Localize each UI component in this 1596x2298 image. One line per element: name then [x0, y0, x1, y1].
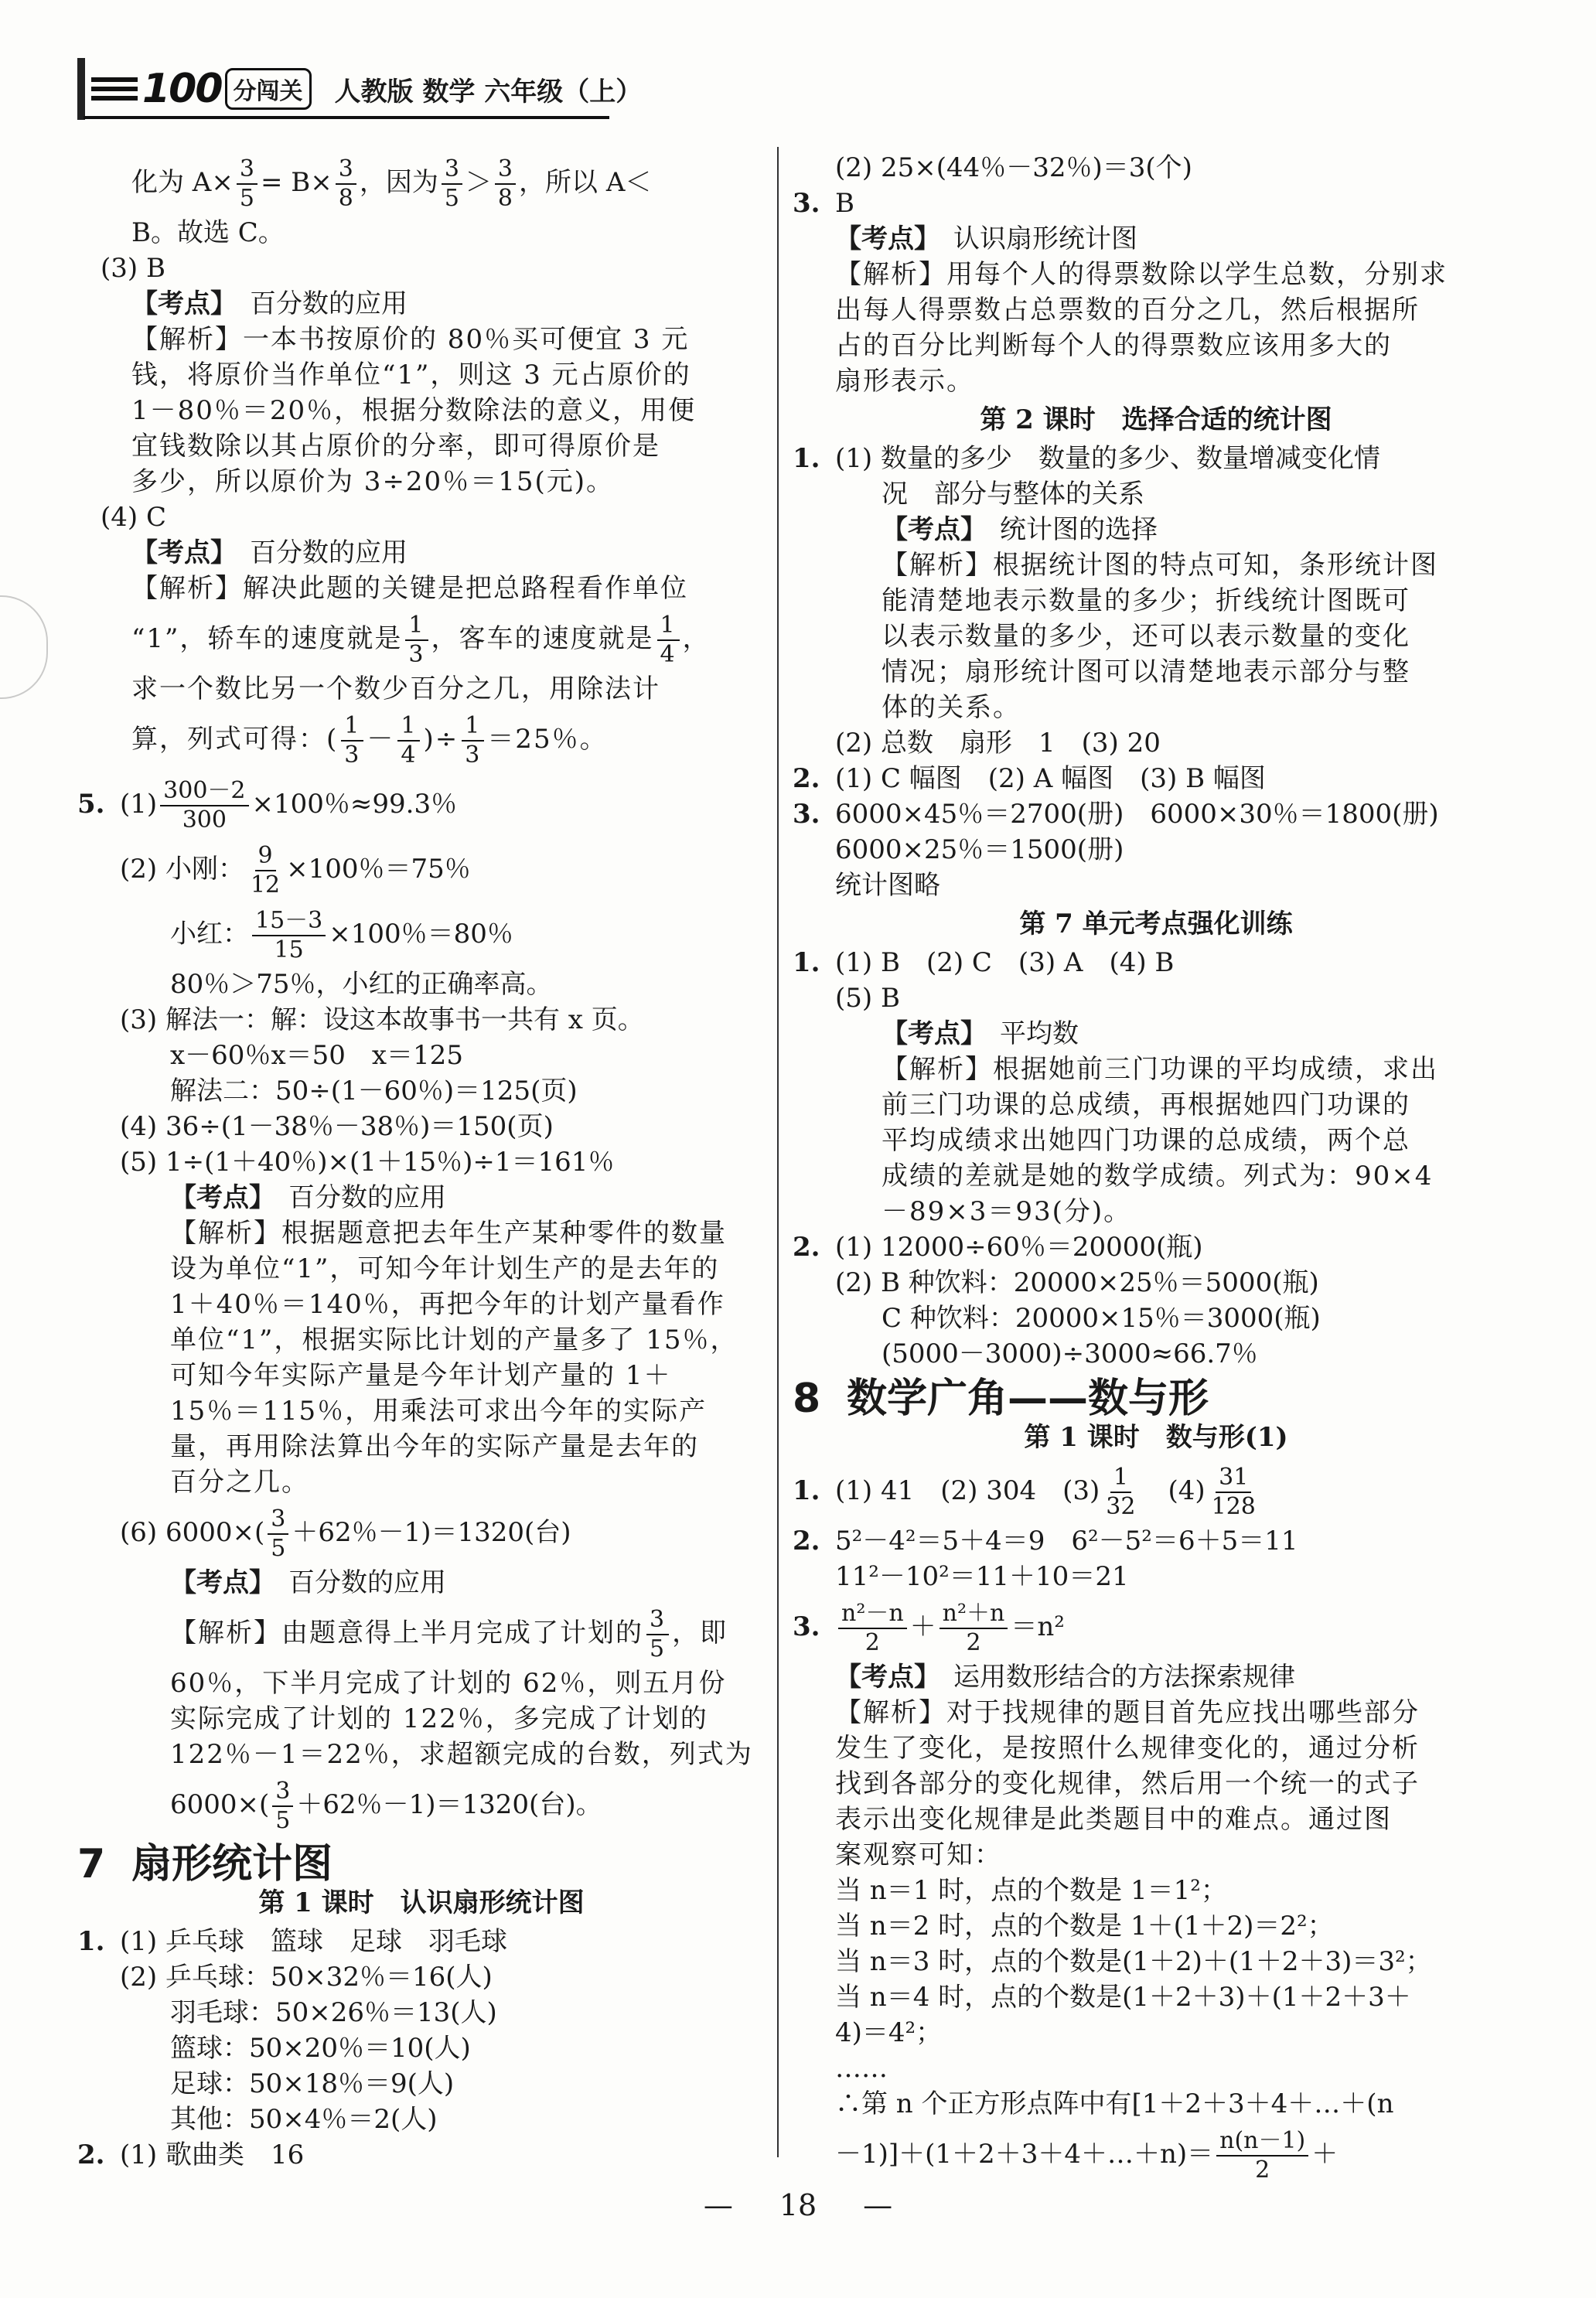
analysis-line: 表示出变化规律是此类题目中的难点。通过图: [835, 1804, 1392, 1835]
analysis-line: 量，再用除法算出今年的实际产量是去年的: [170, 1431, 699, 1462]
answer-line: 小红： $\frac{15-3}{15}$ ×100％＝80％: [170, 907, 513, 963]
unit-review-title: 第 7 单元考点强化训练: [1019, 909, 1293, 939]
left-column: [77, 151, 766, 2174]
analysis-line: 【解析】用每个人的得票数除以学生总数，分别求: [835, 259, 1448, 290]
analysis-line: 15％＝115％，用乘法可求出今年的实际产: [170, 1396, 708, 1427]
analysis-line: ……: [835, 2053, 888, 2084]
key-point: 【考点】 百分数的应用: [170, 1182, 446, 1213]
analysis-line: 可知今年实际产量是今年计划产量的 1＋: [170, 1360, 672, 1391]
analysis-line: 出每人得票数占总票数的百分之几，然后根据所: [835, 295, 1420, 326]
question-1: 1. (1) B (2) C (3) A (4) B: [793, 947, 1175, 978]
lesson-title: 第 2 课时 选择合适的统计图: [980, 404, 1332, 435]
key-point: 【考点】 百分数的应用: [131, 288, 408, 319]
analysis-line: 当 n＝1 时，点的个数是 1＝1²；: [835, 1875, 1227, 1906]
analysis-line: 【解析】一本书按原价的 80％买可便宜 3 元: [131, 324, 690, 355]
key-point: 【考点】 百分数的应用: [170, 1567, 446, 1598]
analysis-line: 求一个数比另一个数少百分之几，用除法计: [131, 673, 660, 704]
answer-line: 况 部分与整体的关系: [882, 479, 1144, 510]
analysis-line: 当 n＝2 时，点的个数是 1＋(1＋2)＝2²；: [835, 1911, 1334, 1942]
analysis-line: 前三门功课的总成绩，再根据她四门功课的: [882, 1089, 1410, 1120]
analysis-line: 宜钱数除以其占原价的分率，即可得原价是: [131, 431, 660, 462]
answer-line: x－60％x＝50 x＝125: [170, 1040, 463, 1071]
analysis-line: 能清楚地表示数量的多少；折线统计图既可: [882, 585, 1410, 616]
analysis-line: 体的关系。: [882, 692, 1021, 723]
analysis-line: 百分之几。: [170, 1467, 309, 1498]
answer-line: (2) 总数 扇形 1 (3) 20: [835, 728, 1161, 759]
key-point: 【考点】 运用数形结合的方法探索规律: [835, 1662, 1295, 1693]
answer-line: (5) B: [835, 983, 900, 1014]
analysis-line: 以表示数量的多少，还可以表示数量的变化: [882, 621, 1410, 652]
sub-question: (3) B: [101, 253, 165, 284]
analysis-line: ∴第 n 个正方形点阵中有[1＋2＋3＋4＋…＋(n: [835, 2088, 1394, 2119]
answer-line: C 种饮料：20000×15％＝3000(瓶): [882, 1303, 1321, 1334]
page-number: 18: [779, 2188, 817, 2222]
analysis-line: 122％－1＝22％，求超额完成的台数，列式为: [170, 1739, 753, 1770]
question-3: 3. 6000×45％＝2700(册) 6000×30％＝1800(册): [793, 799, 1439, 830]
lesson-title: 第 1 课时 数与形(1): [1024, 1422, 1288, 1453]
logo-mark: 100: [142, 66, 222, 112]
key-point: 【考点】 统计图的选择: [882, 514, 1158, 545]
header-rule: [84, 116, 609, 119]
answer-line: (2) 乒乓球：50×32％＝16(人): [120, 1962, 493, 1993]
footer-dash: —: [703, 2188, 733, 2222]
analysis-line: 平均成绩求出她四门功课的总成绩，两个总: [882, 1125, 1410, 1156]
question-2: 2. (1) 12000÷60％＝20000(瓶): [793, 1232, 1203, 1263]
analysis-line: 实际完成了计划的 122％，多完成了计划的: [170, 1703, 708, 1734]
answer-line: (3) 解法一：解：设这本故事书一共有 x 页。: [120, 1004, 644, 1035]
analysis-line: 【解析】根据统计图的特点可知，条形统计图: [882, 550, 1438, 581]
analysis-line: 6000×( $\frac{3}{5}$ ＋62％－1)＝1320(台)。: [170, 1778, 602, 1834]
section-title: 8 数学广角——数与形: [793, 1376, 1209, 1422]
key-point: 【考点】 认识扇形统计图: [835, 223, 1137, 254]
answer-line: (2) 25×(44％－32％)＝3(个): [835, 152, 1192, 183]
page-header: [77, 54, 642, 124]
answer-line: 80％＞75％，小红的正确率高。: [170, 969, 553, 1000]
section-title: 7 扇形统计图: [77, 1841, 333, 1887]
question-2: 2. 5²－4²＝5＋4＝9 6²－5²＝6＋5＝11: [793, 1526, 1298, 1556]
question-3: 3. B: [793, 188, 854, 219]
analysis-line: 案观察可知：: [835, 1839, 1002, 1870]
analysis-line: 设为单位“1”，可知今年计划生产的是去年的: [170, 1253, 720, 1284]
analysis-line: 找到各部分的变化规律，然后用一个统一的式子: [835, 1768, 1420, 1799]
analysis-line: －1)]＋(1＋2＋3＋4＋…＋n)＝ $\frac{n(n-1)}{2}$ ＋: [835, 2127, 1339, 2184]
answer-line: (5) 1÷(1＋40％)×(1＋15％)÷1＝161％: [120, 1147, 615, 1178]
analysis-line: 发生了变化，是按照什么规律变化的，通过分析: [835, 1733, 1420, 1764]
analysis-line: 算，列式可得：( $\frac{1}{3}$ － $\frac{1}{4}$ )÷ $\frac{1}{3}$ ＝25％。: [131, 712, 608, 769]
answer-line: 解法二：50÷(1－60％)＝125(页): [170, 1076, 578, 1106]
logo-speed-lines: [91, 77, 138, 101]
analysis-line: 多少，所以原价为 3÷20％＝15(元)。: [131, 466, 614, 497]
analysis-line: 60％，下半月完成了计划的 62％，则五月份: [170, 1668, 727, 1699]
question-1: 1. (1) 乒乓球 篮球 足球 羽毛球: [77, 1926, 507, 1957]
key-point: 【考点】 平均数: [882, 1018, 1079, 1049]
margin-stamp: [0, 595, 48, 699]
question-3: 3. $\frac{\text{n²－n}}{2}$ ＋ $\frac{\text{n²＋n}}{2}$ ＝n²: [793, 1600, 1065, 1656]
brand-logo: [77, 58, 312, 120]
right-column: [793, 151, 1519, 2187]
answer-line: 统计图略: [835, 870, 940, 901]
analysis-line: 成绩的差就是她的数学成绩。列式为：90×4: [882, 1161, 1434, 1192]
analysis-line: 钱，将原价当作单位“1”，则这 3 元占原价的: [131, 360, 691, 390]
answer-line: (5000－3000)÷3000≈66.7％: [882, 1338, 1258, 1369]
analysis-line: 情况；扇形统计图可以清楚地表示部分与整: [882, 656, 1410, 687]
logo-word: 分闯关: [225, 68, 312, 110]
analysis-line: 【解析】根据她前三门功课的平均成绩，求出: [882, 1054, 1438, 1085]
footer-dash: —: [863, 2188, 893, 2222]
lesson-title: 第 1 课时 认识扇形统计图: [258, 1887, 585, 1918]
answer-line: 11²－10²＝11＋10＝21: [835, 1561, 1129, 1592]
analysis-line: 4)＝4²；: [835, 2017, 943, 2048]
page-footer: [0, 2188, 1596, 2222]
question-2: 2. (1) C 幅图 (2) A 幅图 (3) B 幅图: [793, 763, 1266, 794]
analysis-line: －89×3＝93(分)。: [882, 1196, 1132, 1227]
sub-question: (4) C: [101, 502, 166, 533]
answer-line: 6000×25％＝1500(册): [835, 834, 1124, 865]
answer-line: (2) B 种饮料：20000×25％＝5000(瓶): [835, 1267, 1319, 1298]
analysis-line: 【解析】解决此题的关键是把总路程看作单位: [131, 573, 688, 604]
analysis-line: 占的百分比判断每个人的得票数应该用多大的: [835, 330, 1392, 361]
question-1: 1. (1) 数量的多少 数量的多少、数量增减变化情: [793, 443, 1380, 474]
analysis-line: 【解析】对于找规律的题目首先应找出哪些部分: [835, 1697, 1420, 1728]
analysis-line: 当 n＝3 时，点的个数是(1＋2)＋(1＋2＋3)＝3²；: [835, 1946, 1432, 1977]
answer-line: 化为 A× $\frac{3}{5}$ = B× $\frac{3}{8}$ ，因为 $\frac{3}{5}$ ＞ $\frac{3}{8}$ ，所以 A＜: [131, 155, 652, 212]
answer-line: 足球：50×18％＝9(人): [170, 2068, 455, 2099]
column-divider: [777, 147, 779, 2157]
answer-line: 其他：50×4％＝2(人): [170, 2104, 438, 2135]
analysis-line: 单位“1”，根据实际比计划的产量多了 15％，: [170, 1325, 738, 1355]
answer-line: 篮球：50×20％＝10(人): [170, 2033, 471, 2064]
analysis-line: 1－80％＝20％，根据分数除法的意义，用便: [131, 395, 697, 426]
question-1: 1. (1) 41 (2) 304 (3) $\frac{1}{32}$ (4) $\frac{31}{128}$: [793, 1464, 1256, 1520]
answer-line: 羽毛球：50×26％＝13(人): [170, 1997, 497, 2028]
analysis-line: 【解析】由题意得上半月完成了计划的 $\frac{3}{5}$ ，即: [170, 1606, 728, 1662]
question-5: 5. (1) $\frac{300-2}{300}$ ×100％≈99.3％: [77, 777, 458, 834]
answer-line: B。故选 C。: [131, 217, 285, 248]
analysis-line: 当 n＝4 时，点的个数是(1＋2＋3)＋(1＋2＋3＋: [835, 1982, 1411, 2013]
analysis-line: 1＋40％＝140％，再把今年的计划产量看作: [170, 1289, 725, 1320]
question-2: 2. (1) 歌曲类 16: [77, 2139, 305, 2170]
key-point: 【考点】 百分数的应用: [131, 537, 408, 568]
answer-line: (6) 6000×( $\frac{3}{5}$ ＋62％－1)＝1320(台): [120, 1505, 571, 1562]
analysis-line: 【解析】根据题意把去年生产某种零件的数量: [170, 1218, 727, 1249]
book-title: 人教版 数学 六年级（上）: [334, 76, 643, 107]
answer-line: (2) 小刚： $\frac{9}{12}$ ×100％＝75％: [120, 842, 471, 898]
answer-line: (4) 36÷(1－38％－38％)＝150(页): [120, 1111, 554, 1142]
analysis-line: 扇形表示。: [835, 366, 974, 397]
analysis-line: “1”，轿车的速度就是 $\frac{1}{3}$ ，客车的速度就是 $\frac{1}{4}$ ，: [131, 612, 711, 668]
